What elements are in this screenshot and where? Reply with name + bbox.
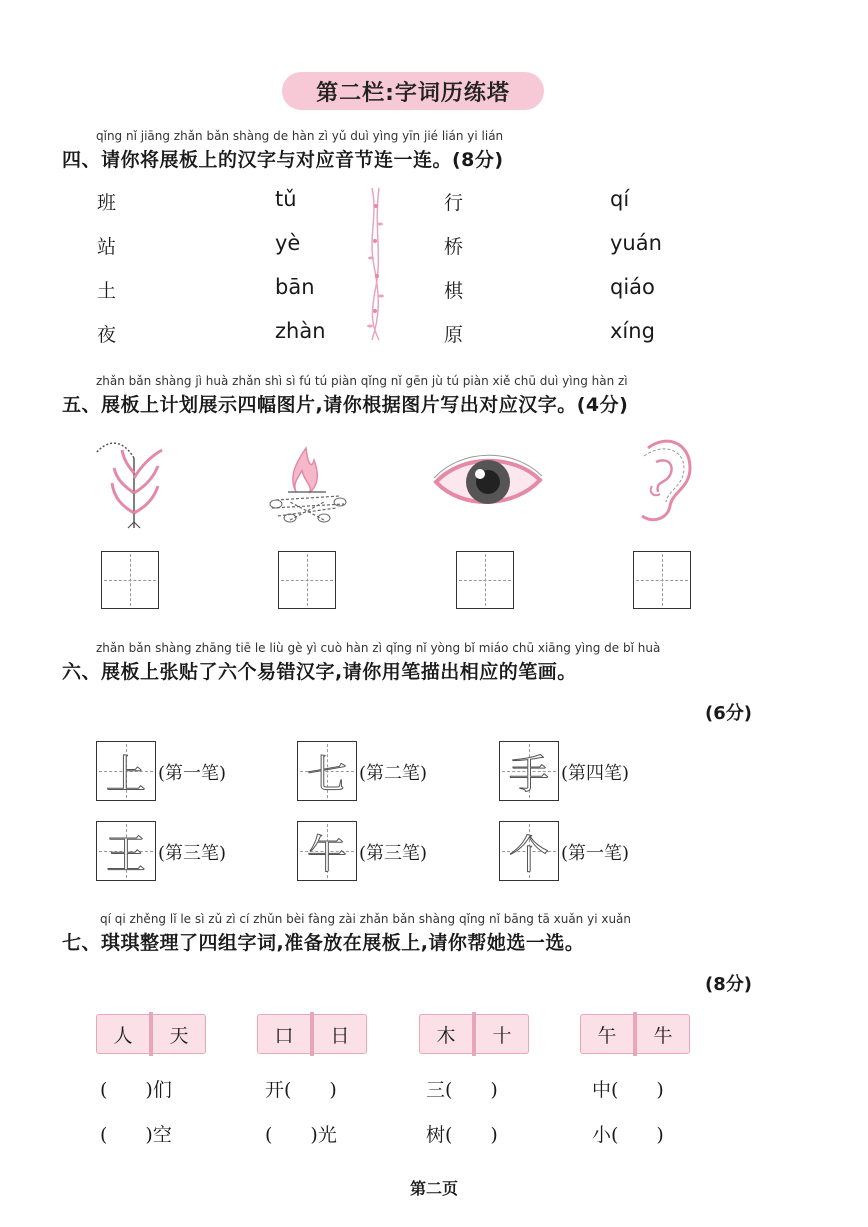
char-item: 棋 — [444, 280, 464, 302]
fill-blank[interactable]: ( )光 — [265, 1124, 337, 1146]
answer-grid[interactable] — [633, 551, 691, 609]
stroke-label: (第一笔) — [158, 763, 227, 784]
q6-question: 六、展板上张贴了六个易错汉字,请你用笔描出相应的笔画。 — [62, 661, 577, 683]
book-page-right: 天 — [152, 1014, 206, 1054]
char-item: 班 — [97, 192, 117, 214]
stroke-label: (第三笔) — [359, 843, 428, 864]
q4-question: 四、请你将展板上的汉字与对应音节连一连。(8分) — [62, 149, 504, 171]
book-page-left: 木 — [419, 1014, 473, 1054]
q4-pinyin: qǐng nǐ jiāng zhǎn bǎn shàng de hàn zì yǔ duì yìng yīn jié lián yi lián — [96, 129, 504, 143]
trace-char: 王 — [106, 831, 146, 878]
q6-score: (6分) — [705, 703, 752, 724]
q7-question: 七、琪琪整理了四组字词,准备放在展板上,请你帮她选一选。 — [62, 932, 585, 954]
trace-grid[interactable] — [499, 821, 559, 881]
trace-char: 上 — [106, 751, 146, 798]
word-book — [257, 1014, 369, 1054]
stroke-label: (第二笔) — [359, 763, 428, 784]
trace-grid[interactable] — [499, 741, 559, 801]
trace-grid[interactable] — [297, 821, 357, 881]
trace-grid[interactable] — [297, 741, 357, 801]
q7-score: (8分) — [705, 974, 752, 995]
book-page-right: 日 — [313, 1014, 367, 1054]
fill-blank[interactable]: 树( ) — [426, 1124, 498, 1146]
char-item: 行 — [444, 192, 464, 214]
fill-blank[interactable]: ( )们 — [100, 1079, 172, 1101]
trace-char: 个 — [509, 831, 549, 878]
book-page-right: 十 — [475, 1014, 529, 1054]
book-page-left: 口 — [257, 1014, 311, 1054]
word-book — [580, 1014, 692, 1054]
pinyin-item: zhàn — [275, 319, 326, 343]
char-item: 土 — [97, 280, 117, 302]
trace-char: 七 — [307, 751, 347, 798]
book-page-left: 人 — [96, 1014, 150, 1054]
stroke-label: (第三笔) — [158, 843, 227, 864]
fill-blank[interactable]: 开( ) — [265, 1079, 337, 1101]
book-page-right: 牛 — [636, 1014, 690, 1054]
book-page-left: 午 — [580, 1014, 634, 1054]
fill-blank[interactable]: ( )空 — [100, 1124, 172, 1146]
q5-pinyin: zhǎn bǎn shàng jì huà zhǎn shì sì fú tú piàn qǐng nǐ gēn jù tú piàn xiě chū duì yìng hàn zì — [96, 374, 628, 388]
trace-char: 手 — [509, 751, 549, 798]
char-item: 桥 — [444, 236, 464, 258]
q5-question: 五、展板上计划展示四幅图片,请你根据图片写出对应汉字。(4分) — [62, 394, 629, 416]
rice-plant-icon — [92, 428, 172, 533]
pinyin-item: yuán — [610, 231, 662, 255]
pinyin-item: yè — [275, 231, 301, 255]
fill-blank[interactable]: 中( ) — [592, 1079, 664, 1101]
q6-pinyin: zhǎn bǎn shàng zhāng tiē le liù gè yì cuò hàn zì qǐng nǐ yòng bǐ miáo chū xiāng yìng de bǐ huà — [96, 641, 661, 655]
pinyin-item: bān — [275, 275, 315, 299]
vine-divider-icon — [366, 186, 386, 342]
char-item: 原 — [444, 324, 464, 346]
trace-char: 午 — [307, 831, 347, 878]
trace-grid[interactable] — [96, 741, 156, 801]
eye-icon — [432, 450, 544, 514]
fill-blank[interactable]: 小( ) — [592, 1124, 664, 1146]
word-book — [419, 1014, 531, 1054]
answer-grid[interactable] — [456, 551, 514, 609]
fire-icon — [262, 440, 352, 525]
section-title: 第二栏:字词历练塔 — [282, 72, 544, 110]
page-number: 第二页 — [409, 1179, 458, 1198]
stroke-label: (第四笔) — [561, 763, 630, 784]
char-item: 夜 — [97, 324, 117, 346]
word-book — [96, 1014, 208, 1054]
pinyin-item: qí — [610, 187, 630, 211]
pinyin-item: xíng — [610, 319, 655, 343]
fill-blank[interactable]: 三( ) — [426, 1079, 498, 1101]
pinyin-item: tǔ — [275, 187, 297, 211]
trace-grid[interactable] — [96, 821, 156, 881]
pinyin-item: qiáo — [610, 275, 655, 299]
char-item: 站 — [97, 236, 117, 258]
answer-grid[interactable] — [278, 551, 336, 609]
answer-grid[interactable] — [101, 551, 159, 609]
ear-icon — [630, 436, 696, 526]
q7-pinyin: qí qi zhěng lǐ le sì zǔ zì cí zhǔn bèi fàng zài zhǎn bǎn shàng qǐng nǐ bāng tā xuǎn yi xuǎn — [100, 912, 632, 926]
stroke-label: (第一笔) — [561, 843, 630, 864]
